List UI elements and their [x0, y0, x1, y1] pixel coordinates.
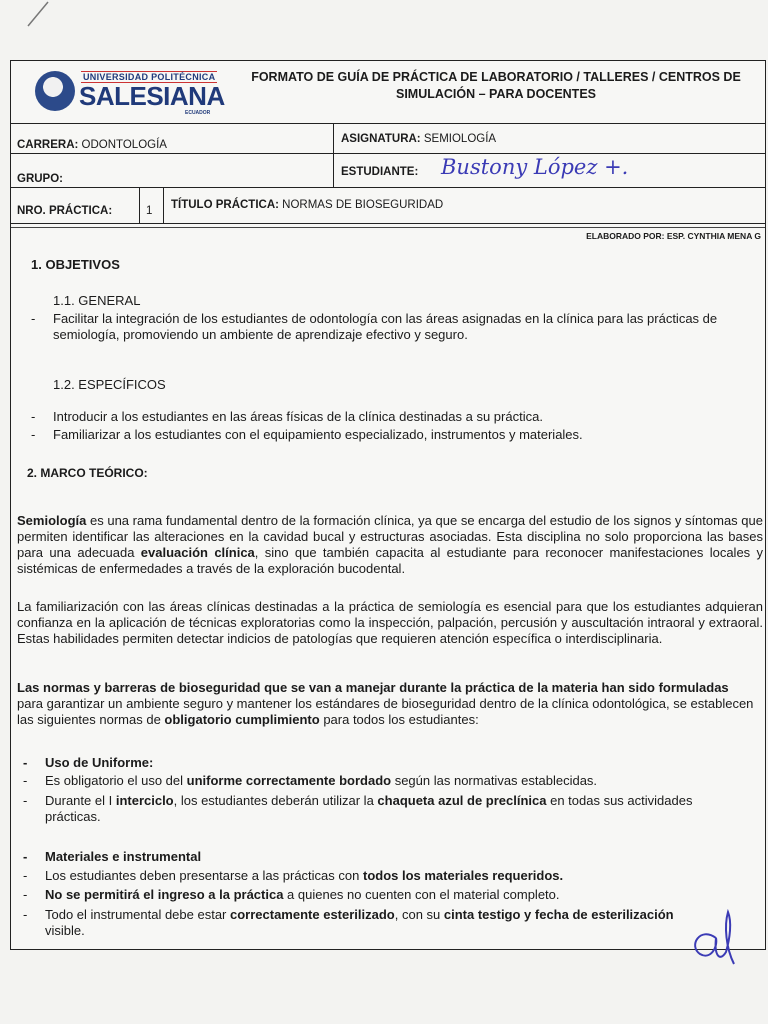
bold-text: Las normas y barreras de bioseguridad que se van a manejar durante la práctica de la materia han sido formuladas: [17, 680, 729, 695]
bullet-dash: -: [31, 427, 36, 442]
titulo-field: [171, 199, 443, 211]
bold-text: cinta testigo y fecha de esterilización: [443, 907, 674, 922]
paragraph-text: , sino que también capacita al estudiante para reconocer manifestaciones locales y sistémicas de enfermedades a través de la exploración bucodental.: [17, 545, 764, 576]
uniforme-heading: [23, 755, 745, 771]
item-text: según las normativas establecidas.: [391, 773, 598, 788]
especifico-item-text: Introducir a los estudiantes en las áreas físicas de la clínica destinadas a su práctica.: [53, 409, 543, 424]
university-logo: [35, 69, 225, 117]
item-text: Todo el instrumental debe estar: [45, 907, 230, 922]
marco-paragraph-3: [17, 680, 757, 728]
handwritten-initials-signature: [686, 908, 738, 968]
divider: [11, 227, 765, 228]
bullet-dash: -: [23, 755, 28, 770]
item-text: en todas sus actividades prácticas.: [45, 793, 693, 824]
uniforme-item: [23, 793, 725, 825]
item-text: Los estudiantes deben presentarse a las prácticas con: [45, 868, 363, 883]
divider: [139, 187, 140, 223]
general-heading: 1.1. GENERAL: [53, 293, 141, 308]
bold-text: No se permitirá el ingreso a la práctica: [45, 887, 284, 902]
marco-paragraph-2: La familiarización con las áreas clínicas destinadas a la práctica de semiología es esencial para que los estudiantes adquieran confianza en la aplicación de técnicas exploratorias como la inspección, palpación, percusión y auscultación intraoral y extraoral. Estas habilidades permiten detectar indicios de patologías que requieren atención específica o interdisciplinaria.: [17, 599, 763, 646]
especifico-item: [31, 427, 749, 443]
row-grupo: [11, 153, 765, 188]
marco-paragraph-1: [17, 513, 763, 577]
especificos-heading: 1.2. ESPECÍFICOS: [53, 377, 166, 392]
lab-guide-document: [10, 60, 766, 950]
university-country: ECUADOR: [185, 110, 211, 116]
titulo-value: NORMAS DE BIOSEGURIDAD: [282, 199, 444, 211]
uniforme-item: [23, 773, 745, 789]
grupo-field: [17, 173, 63, 185]
general-item: [31, 311, 749, 343]
bold-text: chaqueta azul de preclínica: [377, 793, 547, 808]
bullet-dash: -: [23, 907, 28, 922]
bold-text: todos los materiales requeridos.: [362, 868, 564, 883]
section-marco-heading: 2. MARCO TEÓRICO:: [27, 466, 148, 480]
bullet-dash: -: [23, 773, 28, 788]
bullet-dash: -: [31, 409, 36, 424]
materiales-item: [23, 887, 745, 903]
asignatura-value: SEMIOLOGÍA: [423, 133, 497, 145]
form-title: FORMATO DE GUÍA DE PRÁCTICA DE LABORATORIO / TALLERES / CENTROS DE SIMULACIÓN – PARA DOCENTES: [251, 70, 741, 101]
item-text: , los estudiantes deberán utilizar la: [173, 793, 378, 808]
university-line: UNIVERSIDAD POLITÉCNICA: [83, 72, 216, 82]
nro-practica-label: NRO. PRÁCTICA:: [17, 205, 113, 217]
document-header: [11, 61, 765, 124]
university-name: SALESIANA: [79, 81, 225, 111]
carrera-value: ODONTOLOGÍA: [81, 139, 167, 151]
bullet-dash: -: [23, 793, 28, 808]
bullet-dash: -: [31, 311, 36, 326]
divider: [333, 153, 334, 187]
especifico-item: [31, 409, 749, 425]
paragraph-text: es una rama fundamental dentro de la formación clínica, ya que se encarga del estudio de los signos y síntomas que permiten identificar las alteraciones en la cavidad bucal y estructuras asociadas. Esta disciplina no solo proporciona las bases para una adecuada: [17, 513, 763, 560]
item-text: , con su: [394, 907, 444, 922]
bold-text: correctamente esterilizado: [230, 907, 395, 922]
bold-text: uniforme correctamente bordado: [186, 773, 392, 788]
bold-text: obligatorio cumplimiento: [164, 712, 320, 727]
materiales-heading-text: Materiales e instrumental: [45, 849, 202, 864]
row-carrera: [11, 123, 765, 154]
elaborado-por: ELABORADO POR: ESP. CYNTHIA MENA G: [586, 231, 761, 241]
materiales-item: [23, 868, 745, 884]
section-objetivos-heading: 1. OBJETIVOS: [31, 257, 120, 272]
divider: [163, 187, 164, 223]
bullet-dash: -: [23, 849, 28, 864]
university-seal-icon: [35, 71, 75, 111]
asignatura-label: ASIGNATURA:: [341, 133, 421, 145]
item-text: Durante el I: [45, 793, 116, 808]
materiales-item: [23, 907, 685, 939]
titulo-label: TÍTULO PRÁCTICA:: [171, 199, 279, 211]
paragraph-text: para garantizar un ambiente seguro y mantener los estándares de bioseguridad dentro de la clínica odontológica, se establecen las siguientes normas de: [17, 696, 754, 727]
nro-practica-value: 1: [146, 205, 153, 217]
item-text: a quienes no cuenten con el material completo.: [283, 887, 560, 902]
estudiante-label: ESTUDIANTE:: [341, 166, 419, 178]
row-practica: [11, 187, 765, 224]
pen-stroke-mark: [22, 0, 52, 30]
carrera-label: CARRERA:: [17, 139, 79, 151]
bullet-dash: -: [23, 868, 28, 883]
item-text: visible.: [45, 923, 85, 938]
bullet-dash: -: [23, 887, 28, 902]
general-item-text: Facilitar la integración de los estudiantes de odontología con las áreas asignadas en la clínica para las prácticas de semiología, promoviendo un ambiente de aprendizaje efectivo y seguro.: [53, 311, 718, 342]
bold-text: evaluación clínica: [140, 545, 255, 560]
especifico-item-text: Familiarizar a los estudiantes con el equipamiento especializado, instrumentos y materiales.: [53, 427, 583, 442]
grupo-label: GRUPO:: [17, 173, 63, 185]
materiales-heading: [23, 849, 745, 865]
student-name-handwritten: Bustony López +.: [441, 155, 629, 179]
carrera-field: [17, 139, 167, 151]
asignatura-field: [341, 133, 496, 145]
uniforme-heading-text: Uso de Uniforme:: [45, 755, 154, 770]
item-text: Es obligatorio el uso del: [45, 773, 187, 788]
bold-text: interciclo: [115, 793, 174, 808]
paragraph-text: para todos los estudiantes:: [319, 712, 479, 727]
divider: [333, 123, 334, 153]
bold-text: Semiología: [17, 513, 87, 528]
